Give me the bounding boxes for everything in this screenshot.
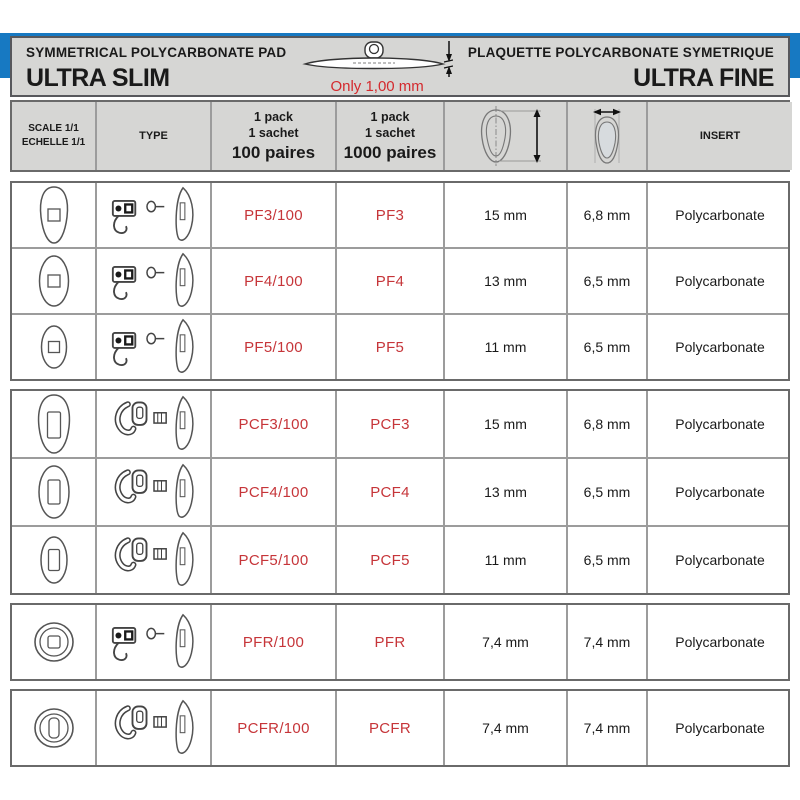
pad-width-dimension-icon xyxy=(568,102,648,170)
pad-width-value: 6,5 mm xyxy=(568,315,648,379)
insert-material: Polycarbonate xyxy=(675,273,765,289)
banner-title-en: SYMMETRICAL POLYCARBONATE PAD xyxy=(26,45,287,60)
ref-100-pack: PF3/100 xyxy=(212,183,337,247)
screw-mount-clip-icon xyxy=(97,605,212,679)
pad-height-value: 11 mm xyxy=(445,527,568,593)
header-pack-1000 xyxy=(337,102,445,170)
table-group-pcf xyxy=(10,389,790,595)
insert-material: Polycarbonate xyxy=(675,720,765,736)
screw-mount-clip-icon xyxy=(97,315,212,379)
ref-100-pack: PF5/100 xyxy=(212,315,337,379)
ref-100-pack: PCFR/100 xyxy=(212,691,337,765)
ref-100-pack: PCF4/100 xyxy=(212,459,337,525)
banner-french xyxy=(454,38,788,95)
banner-subtitle-en: ULTRA SLIM xyxy=(26,64,170,92)
page-banner xyxy=(10,36,790,97)
pad-width-value: 7,4 mm xyxy=(568,691,648,765)
pad-width-value: 6,8 mm xyxy=(568,391,648,457)
screw-mount-clip-icon xyxy=(97,249,212,313)
oval-pad-slot-hole-small-icon xyxy=(12,527,97,593)
table-row-pf4 xyxy=(12,247,788,313)
clip-on-hook-icon xyxy=(97,527,212,593)
header-scale-fr: ECHELLE 1/1 xyxy=(21,137,86,148)
insert-material: Polycarbonate xyxy=(675,339,765,355)
header-type: TYPE xyxy=(97,102,212,170)
table-group-pfr xyxy=(10,603,790,681)
pad-height-dimension-icon xyxy=(445,102,568,170)
table-group-pcfr xyxy=(10,689,790,767)
pad-width-value: 6,8 mm xyxy=(568,183,648,247)
ref-1000-pack: PFR xyxy=(337,605,445,679)
header-scale-en: SCALE 1/1 xyxy=(28,123,79,134)
header-scale xyxy=(12,102,97,170)
oval-pad-square-hole-large-icon xyxy=(12,183,97,247)
pack100-line1: 1 pack xyxy=(254,109,293,124)
pad-width-value: 7,4 mm xyxy=(568,605,648,679)
table-row-pcf4 xyxy=(12,457,788,525)
table-row-pcf3 xyxy=(12,391,788,457)
header-row xyxy=(12,102,788,170)
table-row-pcfr xyxy=(12,691,788,765)
product-table xyxy=(10,100,790,767)
pad-height-value: 15 mm xyxy=(445,183,568,247)
insert-material: Polycarbonate xyxy=(675,484,765,500)
clip-on-hook-icon xyxy=(97,691,212,765)
clip-on-hook-icon xyxy=(97,459,212,525)
ref-1000-pack: PF3 xyxy=(337,183,445,247)
ref-100-pack: PF4/100 xyxy=(212,249,337,313)
oval-pad-square-hole-small-icon xyxy=(12,315,97,379)
pad-height-value: 7,4 mm xyxy=(445,605,568,679)
table-row-pf3 xyxy=(12,183,788,247)
oval-pad-square-hole-medium-icon xyxy=(12,249,97,313)
table-group-pf xyxy=(10,181,790,381)
screw-mount-clip-icon xyxy=(97,183,212,247)
pack100-line3: 100 paires xyxy=(231,143,316,163)
header-pack-100 xyxy=(212,102,337,170)
banner-title-fr: PLAQUETTE POLYCARBONATE SYMETRIQUE xyxy=(467,45,774,60)
insert-material: Polycarbonate xyxy=(675,552,765,568)
pad-height-value: 13 mm xyxy=(445,249,568,313)
pack1000-line2: 1 sachet xyxy=(364,126,416,140)
clip-on-hook-icon xyxy=(97,391,212,457)
oval-pad-slot-hole-medium-icon xyxy=(12,459,97,525)
pad-height-value: 15 mm xyxy=(445,391,568,457)
header-insert: INSERT xyxy=(648,102,792,170)
ref-1000-pack: PF4 xyxy=(337,249,445,313)
insert-material: Polycarbonate xyxy=(675,207,765,223)
pack100-line2: 1 sachet xyxy=(248,126,299,140)
oval-pad-slot-hole-large-icon xyxy=(12,391,97,457)
insert-material: Polycarbonate xyxy=(675,416,765,432)
banner-subtitle-fr: ULTRA FINE xyxy=(633,64,774,92)
pad-width-value: 6,5 mm xyxy=(568,249,648,313)
pad-height-value: 7,4 mm xyxy=(445,691,568,765)
ref-1000-pack: PCF3 xyxy=(337,391,445,457)
thickness-note: Only 1,00 mm xyxy=(330,78,424,95)
pad-width-value: 6,5 mm xyxy=(568,527,648,593)
insert-material: Polycarbonate xyxy=(675,634,765,650)
table-header xyxy=(10,100,790,172)
ref-100-pack: PFR/100 xyxy=(212,605,337,679)
pack1000-line1: 1 pack xyxy=(370,109,410,124)
ref-1000-pack: PCFR xyxy=(337,691,445,765)
ref-1000-pack: PCF4 xyxy=(337,459,445,525)
pad-height-value: 11 mm xyxy=(445,315,568,379)
table-row-pcf5 xyxy=(12,525,788,593)
ref-1000-pack: PF5 xyxy=(337,315,445,379)
pad-height-value: 13 mm xyxy=(445,459,568,525)
ref-100-pack: PCF5/100 xyxy=(212,527,337,593)
ref-1000-pack: PCF5 xyxy=(337,527,445,593)
round-pad-slot-hole-icon xyxy=(12,691,97,765)
banner-center xyxy=(301,38,453,95)
pad-cross-section-thickness-icon xyxy=(301,41,453,77)
banner-english xyxy=(12,38,300,95)
table-row-pfr xyxy=(12,605,788,679)
table-row-pf5 xyxy=(12,313,788,379)
pack1000-line3: 1000 paires xyxy=(343,143,437,163)
round-pad-square-hole-icon xyxy=(12,605,97,679)
pad-width-value: 6,5 mm xyxy=(568,459,648,525)
ref-100-pack: PCF3/100 xyxy=(212,391,337,457)
